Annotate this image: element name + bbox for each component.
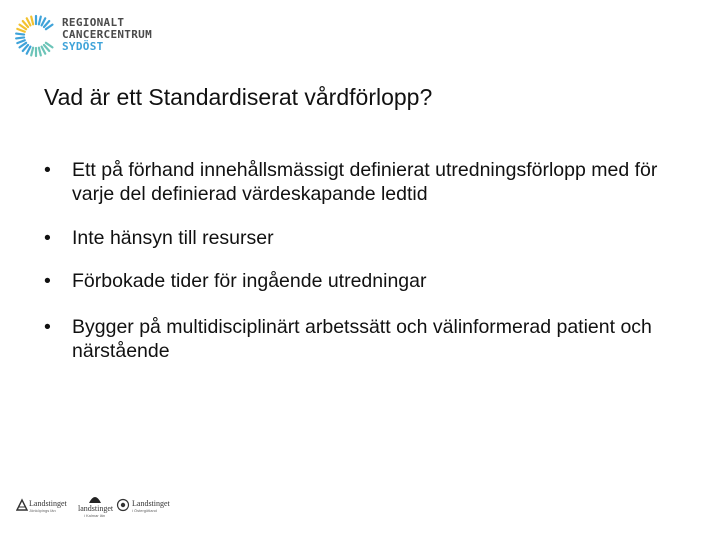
bullet-dot: • bbox=[44, 159, 51, 181]
bullet-list bbox=[44, 158, 704, 363]
sun-ray bbox=[39, 17, 41, 25]
sun-ray bbox=[27, 47, 31, 54]
sun-ray bbox=[17, 29, 24, 32]
rcc-sun-icon bbox=[14, 14, 58, 58]
bullet-item bbox=[44, 269, 704, 293]
sun-ray bbox=[17, 40, 24, 43]
footer-logos bbox=[16, 494, 186, 524]
bullet-text: Förbokade tider för ingående utredningar bbox=[72, 270, 427, 292]
bullet-dot: • bbox=[44, 316, 51, 338]
footer-logo-sub: i Östergötland bbox=[132, 508, 157, 513]
sun-ray bbox=[27, 18, 31, 25]
sun-ray bbox=[31, 48, 33, 56]
sun-ray bbox=[39, 48, 41, 56]
landstinget-kalmar-icon bbox=[88, 494, 102, 504]
footer-logo-sub: i Kalmar län bbox=[84, 513, 106, 518]
landstinget-jonkoping-icon bbox=[16, 498, 28, 512]
bullet-text: Ett på förhand innehållsmässigt definierat utredningsförlopp med för varje del definierad värdeskapande ledtid bbox=[72, 159, 658, 205]
bullet-text: Bygger på multidisciplinärt arbetssätt och välinformerad patient och närstående bbox=[72, 316, 652, 362]
landstinget-ostergotland-icon bbox=[116, 498, 130, 512]
sun-ray bbox=[31, 17, 33, 25]
bullet-dot: • bbox=[44, 227, 51, 249]
rcc-logo bbox=[14, 14, 184, 60]
bullet-text: Inte hänsyn till resurser bbox=[72, 227, 274, 249]
rcc-wordmark bbox=[62, 17, 152, 53]
logo-line-3: SYDÖST bbox=[62, 40, 104, 53]
sun-ray bbox=[16, 34, 24, 35]
logo-line-1: REGIONALT bbox=[62, 16, 125, 29]
bullet-item bbox=[44, 158, 704, 206]
footer-logo-name: Landstinget bbox=[132, 499, 170, 508]
logo-line-2: CANCERCENTRUM bbox=[62, 28, 152, 41]
slide-title: Vad är ett Standardiserat vårdförlopp? bbox=[44, 84, 433, 110]
bullet-dot: • bbox=[44, 270, 51, 292]
sun-ray bbox=[42, 18, 46, 25]
footer-logo-sub: Jönköpings län bbox=[29, 508, 56, 513]
footer-logo-name: Landstinget bbox=[29, 499, 67, 508]
sun-ray bbox=[42, 47, 46, 54]
bullet-item bbox=[44, 226, 704, 250]
bullet-item bbox=[44, 315, 704, 363]
footer-logo-name: landstinget bbox=[78, 504, 114, 513]
sun-ray bbox=[16, 37, 24, 38]
